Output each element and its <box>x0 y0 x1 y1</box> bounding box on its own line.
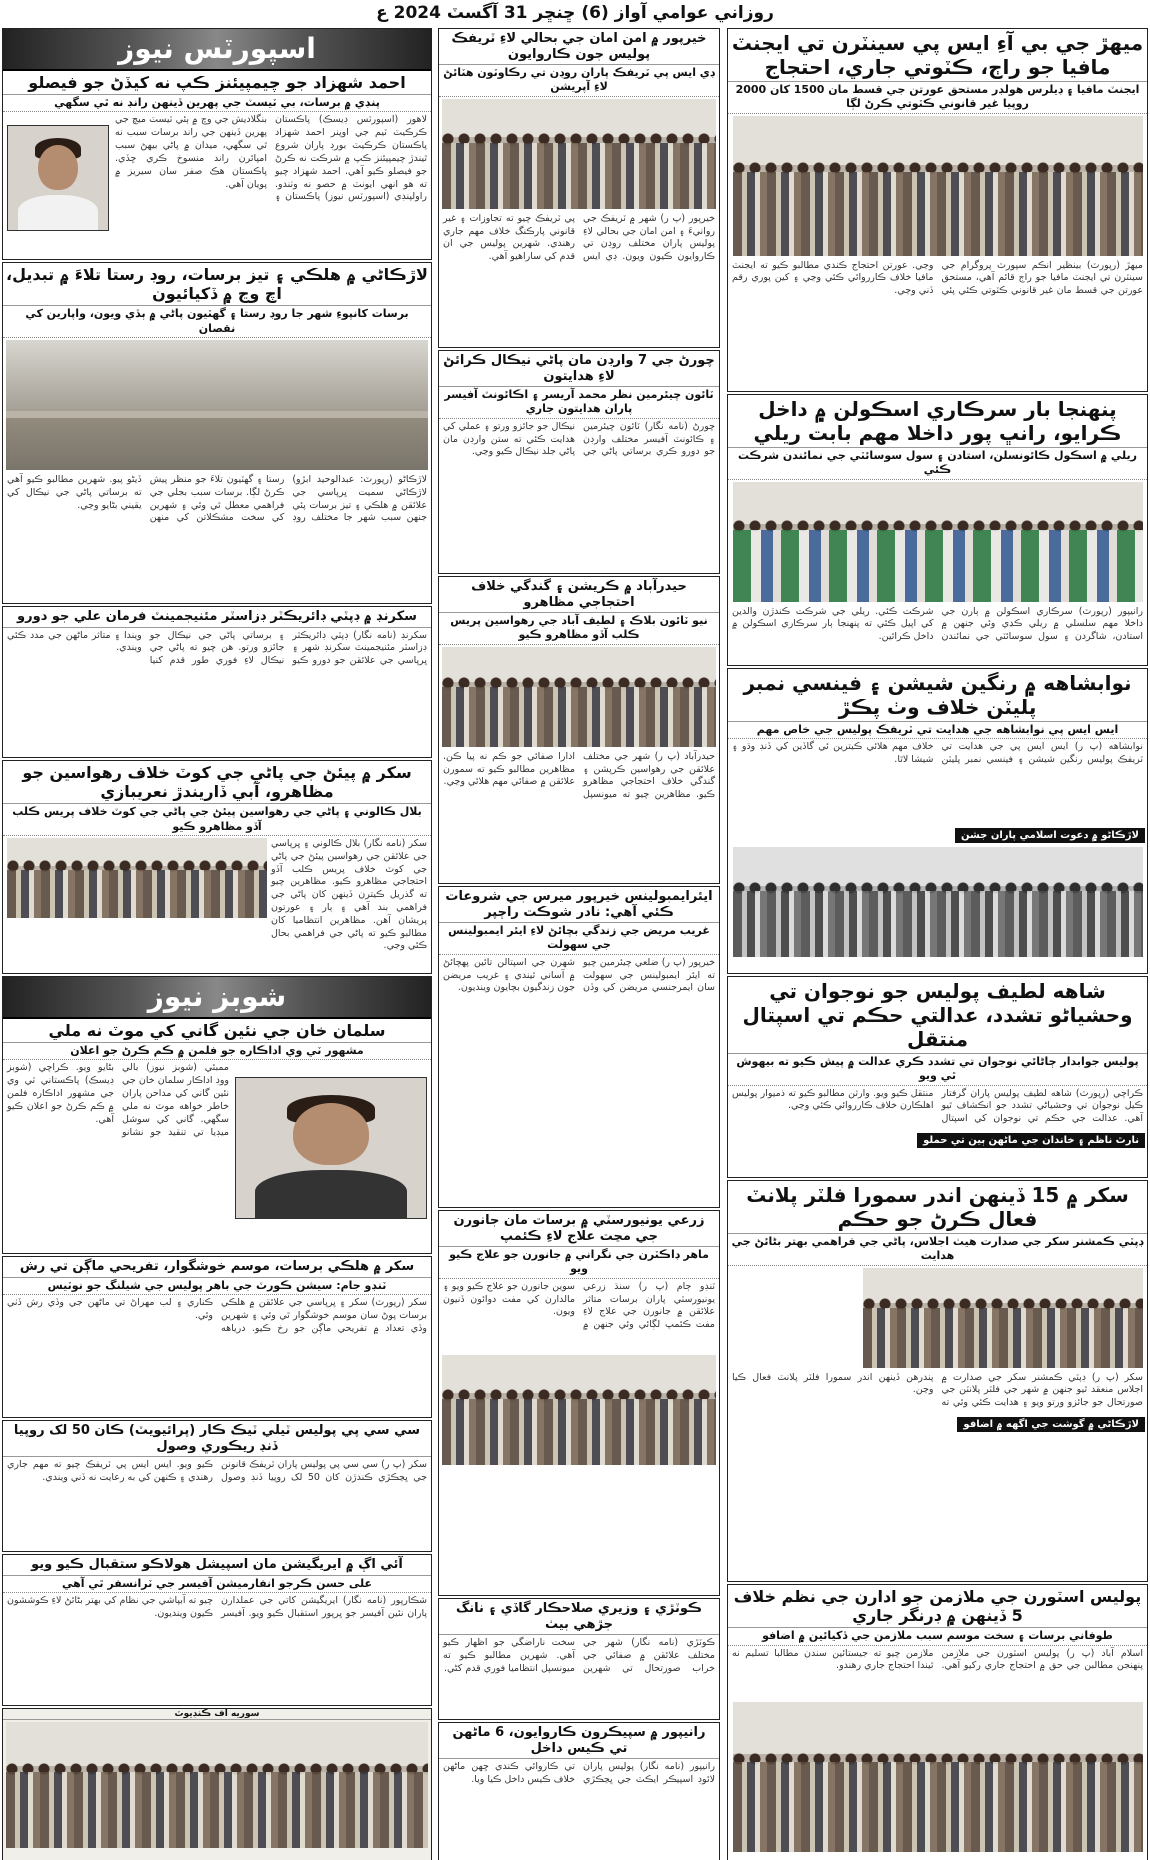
headline: ايئرايمبولينس خيرپور ميرس جي شروعات ڪئي آهي: نادر شوڪت راڄپر <box>439 887 719 923</box>
story-body: سکر (پ ر) سي سي پي پوليس پاران ٽريفڪ قانونن جي ڀڃڪڙي ڪندڙن کان 50 لک روپيا ڏنڊ وصول ڪيو ويو. ايس ايس پي ٽريفڪ چيو ته مهم جاري رهندي ۽ ڪنهن کي به رعايت نه ڏني ويندي. <box>7 1459 427 1483</box>
subheadline: پوليس جوابدار ڄاڻائي نوجوان تي تشدد ڪري عدالت ۾ پيش ڪيو ته بيهوش ٿي ويو <box>728 1054 1147 1086</box>
story-body: لاهور (اسپورٽس ڊيسڪ) پاڪستان ڪرڪيٽ ٽيم جي اوپنر احمد شهزاد پاڪستان ڪرڪيٽ بورڊ پاران شروع ٿيندڙ چيمپيئنز ڪپ ۾ شرڪت نه ڪرڻ جو فيصلو ڪيو آهي. احمد شهزاد چيو ته هو انهي ايونٽ ۾ حصو نه وٺندو. راولپنڊي (اسپورٽس نيوز) پاڪستان ۽ بنگلاديش جي وچ ۾ ٻئي ٽيسٽ ميچ جي پهرين ڏينهن جي راند برسات سبب نه ٿي سگهي، ميدان ۾ پاڻي بيهڻ سبب امپائرن راند منسوخ ڪري ڇڏي. پاڪستان هڪ صفر سان سيريز ۾ پويان آهي. <box>115 114 427 203</box>
group-photo <box>6 1722 428 1848</box>
story-traffic-fines <box>2 1420 432 1552</box>
headline: سي سي پي پوليس ٽيلي ٽيڪ ڪار (پرائيويٽ) ڪان 50 لک روپيا ڏنڊ ريڪوري وصول <box>3 1421 431 1457</box>
headline: لاڙڪاڻي ۾ هلڪي ۽ تيز برسات، روڊ رستا تلاءَ ۾ تبديل، اچ وڃ ۾ ڏکيائيون <box>3 263 431 306</box>
story-sukkur-weather <box>2 1256 432 1418</box>
story-body: ممبئي (شوبز نيوز) بالي ووڊ اداڪار سلمان خان جي نئين گاني کي مداحن پاران خاطر خواهه موٽ نه ملي سگهي. گاني کي سوشل ميڊيا تي تنقيد جو نشانو بڻايو ويو. ڪراچي (شوبز ڊيسڪ) پاڪستاني ٽي وي جي مشهور اداڪاره فلمن ۾ ڪم ڪرڻ جو اعلان ڪيو آهي. <box>7 1062 229 1138</box>
story-filter-plants <box>727 1180 1148 1582</box>
subheadline: بلال ڪالوني ۽ پاڻي جي رهواسين پيئڻ جي پاڻي جي کوٽ خلاف پريس ڪلب آڏو مظاهرو ڪيو <box>3 804 431 836</box>
headline: رانيپور ۾ سپيڪرون ڪاروايون، 6 ماڻهن تي ڪيس داخل <box>439 1723 719 1759</box>
story-school-rally <box>727 394 1148 666</box>
story-khairpur-traffic <box>438 28 720 348</box>
story-body: چورڻ (نامه نگار) ٽائون چيئرمين ۽ ڪائونٽ آفيسر مختلف وارڊن جو دورو ڪري برساتي پاڻي جي نيڪال جو جائزو ورتو ۽ عملي کي هدايت ڪئي ته ستن وارڊن مان پاڻي جلد نيڪال ڪيو وڃي. <box>443 420 715 458</box>
headline: خيرپور ۾ امن امان جي بحالي لاءِ ٽريفڪ پوليس جون ڪاروايون <box>439 29 719 65</box>
subheadline: برسات کانپوءِ شهر جا روڊ رستا ۽ گهٽيون پاڻي ۾ ٻڏي ويون، واپارين کي نقصان <box>3 306 431 338</box>
box-label: لاڙڪاڻي ۾ گوشت جي اگهه ۾ اضافو <box>957 1417 1145 1432</box>
subheadline: ايس ايس پي نوابشاهه جي هدايت تي ٽريفڪ پوليس جي خاص مهم <box>728 722 1147 739</box>
story-body: ڪراچي (رپورٽ) شاهه لطيف پوليس پاران گرفتار ڪيل نوجوان تي وحشياڻي تشدد جو انڪشاف ٿيو آهي. عدالت جي حڪم تي نوجوان کي اسپتال منتقل ڪيو ويو. وارثن مطالبو ڪيو ته ذميوار پوليس اهلڪارن خلاف ڪارروائي ڪئي وڃي. <box>732 1087 1143 1125</box>
subheadline: ٽائون چيئرمين نظر محمد آريسر ۽ اڪائونٽ آفيسر پاران هدايتون جاري <box>439 387 719 419</box>
subheadline: مشهور ٽي وي اداڪاره جو فلمن ۾ ڪم ڪرڻ جو اعلان <box>3 1043 431 1060</box>
story-body: لاڙڪاڻو (رپورٽ: عبدالوحيد ابڙو) لاڙڪاڻي سميت ڀرپاسي جي علائقن ۾ هلڪي ۽ تيز برسات پئي جنهن سبب شهر جا مختلف روڊ رستا ۽ گهٽيون تلاءَ جو منظر پيش ڪرڻ لڳا. برسات سبب بجلي جي فراهمي معطل ٿي وئي ۽ شهرين کي سخت مشڪلاتن کي منهن ڏيڻو پيو. شهرين مطالبو ڪيو آهي ته برساتي پاڻي جي نيڪال کي يقيني بڻايو وڃي. <box>7 473 427 524</box>
subheadline: ڊپٽي ڪمشنر سکر جي صدارت هيٺ اجلاس، پاڻي جي فراهمي بهتر بڻائڻ جي هدايت <box>728 1234 1147 1266</box>
traffic-collage-photo <box>442 99 716 209</box>
story-body: سکر (پ ر) ڊپٽي ڪمشنر سکر جي صدارت ۾ اجلاس منعقد ٿيو جنهن ۾ شهر جي فلٽر پلانٽن جي صورتحال جو جائزو ورتو ويو ۽ هدايت ڪئي وئي ته پندرهن ڏينهن اندر سمورا فلٽر پلانٽ فعال ڪيا وڃن. <box>732 1371 1143 1409</box>
story-shah-latif-police <box>727 976 1148 1178</box>
showbiz-section <box>2 976 432 1254</box>
story-nawabshah-traffic <box>727 668 1148 974</box>
story-animal-camp <box>438 1210 720 1596</box>
headline: آئي اڳ ۾ ايريگيشن مان اسپيشل هولاڪو ستقبال ڪيو ويو <box>3 1555 431 1576</box>
story-body: شڪارپور (نامه نگار) ايريگيشن کاتي جي عملدارن پاران نئين آفيسر جو ڀرپور استقبال ڪيو ويو. آفيسر چيو ته آبپاشي جي نظام کي بهتر بڻائڻ لاءِ ڪوششون ڪيون وينديون. <box>7 1594 427 1619</box>
story-kotri <box>438 1598 720 1720</box>
story-air-ambulance <box>438 886 720 1208</box>
protest-photo <box>442 647 716 747</box>
headline: حيدرآباد ۾ ڪريشن ۽ گندگي خلاف احتجاجي مظاهرو <box>439 577 719 613</box>
headline: ميهڙ جي بي آءِ ايس پي سينٽرن تي ايجنٽ مافيا جو راڄ، ڪٽوتي جاري، احتجاج <box>728 29 1147 82</box>
showbiz-banner: شوبز نيوز <box>3 977 431 1019</box>
sports-section <box>2 28 432 260</box>
crowd-photo <box>733 1702 1143 1852</box>
story-bisp-protest <box>727 28 1148 392</box>
story-body: ميهڙ (رپورٽ) بينظير انڪم سپورٽ پروگرام جي سينٽرن تي ايجنٽ مافيا جو راڄ قائم آهي، مستحق عورتن جي قسط مان غير قانوني ڪٽوتي ڪئي پئي وڃي. عورتن احتجاج ڪندي مطالبو ڪيو ته ايجنٽ مافيا خلاف ڪارروائي ڪئي وڃي ۽ کين پوري رقم ڏني وڃي. <box>732 259 1143 297</box>
story-body: رانيپور (رپورٽ) سرڪاري اسڪولن ۾ ٻارن جي داخلا مهم سلسلي ۾ ريلي ڪڍي وئي جنهن ۾ استادن، شاگردن ۽ سول سوسائٽي جي نمائندن شرڪت ڪئي. ريلي جي شرڪت ڪندڙن والدين کي اپيل ڪئي ته پنهنجا ٻار سرڪاري اسڪولن ۾ داخل ڪرائين. <box>732 605 1143 643</box>
column-left <box>2 28 432 1860</box>
column-middle <box>438 28 720 1860</box>
story-larkana-rain <box>2 262 432 604</box>
subheadline: ايجنٽ مافيا ۽ ڊيلرس هولڊر مستحق عورتن جي قسط مان 1500 کان 2000 روپيا غير قانوني ڪٽوتي ڪرڻ لڳا <box>728 82 1147 114</box>
story-body: سکر (رپورٽ) سکر ۽ ڀرپاسي جي علائقن ۾ هلڪي برسات پوڻ سان موسم خوشگوار ٿي وئي ۽ شهرين وڏي تعداد ۾ تفريحي ماڳن جو رخ ڪيو. درياهه ڪناري ۽ لب مهراڻ تي ماڻهن جي وڏي رش ڏٺي وئي. <box>7 1296 427 1334</box>
story-sukkur-water <box>2 760 432 974</box>
headline: زرعي يونيورسٽي ۾ برسات مان جانورن جي مڃت علاج لاءِ ڪئمپ <box>439 1211 719 1247</box>
story-sakrand <box>2 606 432 758</box>
rally-photo <box>733 482 1143 602</box>
subheadline: على حسن ڪرجو انفارميشن آفيسر جي ٽرانسفر ٿي آهي <box>3 1576 431 1593</box>
story-body: خيرپور (پ ر) شهر ۾ ٽريفڪ جي روانيءَ ۽ امن امان جي بحالي لاءِ پوليس پاران مختلف روڊن تي ڪاروايون ڪيون ويون. ڊي ايس پي ٽريفڪ چيو ته تجاوزات ۽ غير قانوني پارڪنگ خلاف مهم جاري رهندي. شهرين پوليس جي ان قدم کي ساراهيو آهي. <box>443 212 715 263</box>
subheadline: نيو ٽائون بلاڪ ۽ لطيف آباد جي رهواسين پريس ڪلب آڏو مظاهرو ڪيو <box>439 613 719 645</box>
headline: سکر ۾ هلڪي برسات، موسم خوشگوار، تفريحي ماڳن تي رش <box>3 1257 431 1278</box>
headline: پوليس اسٽورن جي ملازمن جو ادارن جي نظم خلاف 5 ڏينهن ۾ ڊرنگر جاري <box>728 1585 1147 1628</box>
story-body: ڪوٽڙي (نامه نگار) شهر جي مختلف علائقن ۾ صفائي جي خراب صورتحال تي شهرين سخت ناراضگي جو اظهار ڪيو آهي. شهرين مطالبو ڪيو ته ميونسپل انتظاميا فوري قدم کڻي. <box>443 1637 715 1674</box>
story-water-drainage <box>438 350 720 574</box>
headline: چورڻ جي 7 وارڊن مان پاڻي نيڪال ڪرائڻ لاءِ هدايتون <box>439 351 719 387</box>
group-photo-ad <box>2 1708 432 1860</box>
headline: پنهنجا بار سرڪاري اسڪولن ۾ داخل ڪرايو، رانڀ پور داخلا مهم بابت ريلي <box>728 395 1147 448</box>
box-label: نارٿ ناظم ۽ خاندان جي ماڻهن ٻين تي حملو <box>917 1133 1145 1148</box>
police-photo <box>733 847 1143 957</box>
headline: ڪوٽڙي ۽ وزيري صلاحڪار گاڏي ۽ نانگ جڙهي بيٺ <box>439 1599 719 1635</box>
headline: سکرنڊ ۾ ڊپٽي ڊائريڪٽر ڊزاسٽر مئنيجمينٽ فرمان علي جو دورو <box>3 607 431 628</box>
actor-portrait <box>235 1077 427 1219</box>
meeting-photo <box>863 1268 1143 1368</box>
sports-banner: اسپورٽس نيوز <box>3 29 431 71</box>
protest-photo <box>7 838 267 918</box>
subheadline: ٽنڊو جام: سيشن ڪورٽ جي باهر پوليس جي شيلنگ جو نوٽيس <box>3 1278 431 1295</box>
story-body: رانيپور (نامه نگار) پوليس پاران لائوڊ اسپيڪر ايڪٽ جي ڀڃڪڙي تي ڪاروائي ڪندي ڇهن ماڻهن خلاف ڪيس داخل ڪيا ويا. <box>443 1761 715 1785</box>
story-body: ٽنڊو ڄام (پ ر) سنڌ زرعي يونيورسٽي پاران برسات متاثر علائقن ۾ جانورن جي علاج لاءِ مفت ڪئمپ لڳائي وئي جنهن ۾ سوين جانورن جو علاج ڪيو ويو ۽ مالدارن کي مفت دوائون ڏنيون ويون. <box>443 1280 715 1331</box>
subheadline: ماهر ڊاڪٽرن جي نگراني ۾ جانورن جو علاج ڪيو ويو <box>439 1247 719 1279</box>
story-body: نوابشاهه (پ ر) ايس ايس پي جي هدايت تي ٽريفڪ پوليس رنگين شيشن ۽ فينسي نمبر پليٽن خلاف مهم هلائي ڪيترين ئي گاڏين کي ڏنڊ وڌو ۽ شيشا لاٿا. <box>732 741 1143 766</box>
story-body: سکرنڊ (نامه نگار) ڊپٽي ڊائريڪٽر ڊزاسٽر مئنيجمينٽ سکرنڊ شهر ۽ ڀرپاسي جي علائقن جو دورو ڪيو ۽ برساتي پاڻي جي نيڪال جو جائزو ورتو. هن چيو ته پاڻي جي نيڪال لاءِ فوري طور قدم کنيا ويندا ۽ متاثر ماڻهن جي مدد ڪئي ويندي. <box>7 629 427 667</box>
protest-photo <box>733 116 1143 256</box>
headline: شاهه لطيف پوليس جو نوجوان تي وحشياڻو تشدد، عدالتي حڪم تي اسپتال منتقل <box>728 977 1147 1054</box>
story-body: سکر (نامه نگار) بلال ڪالوني ۽ ڀرپاسي جي علائقن جي رهواسين پيئڻ جي پاڻي جي کوٽ خلاف پريس ڪلب آڏو احتجاجي مظاهرو ڪيو. مظاهرين چيو ته گذريل ڪيترن ڏينهن کان پاڻي جي فراهمي بند آهي ۽ ٻار ۽ عورتون پريشان آهن. مظاهرين انتظاميا کان مطالبو ڪيو ته پاڻي جي فراهمي بحال ڪئي وڃي. <box>271 837 427 952</box>
story-body: اسلام آباد (پ ر) پوليس اسٽورن جي ملازمن پنهنجن مطالبن جي حق ۾ احتجاج جاري رکيو آهي. ملازمن چيو ته جيستائين سندن مطالبا تسليم نه ٿيندا احتجاج جاري رهندو. <box>732 1647 1143 1672</box>
ad-label: سوريه آف ڪنڊيوٽ <box>3 1709 431 1720</box>
story-irrigation <box>2 1554 432 1706</box>
subheadline: پنڊي ۾ برسات، بي ٽيسٽ جي پهرين ڏينهن رانڊ نه ٿي سگهي <box>3 95 431 112</box>
story-body: حيدرآباد (پ ر) شهر جي مختلف علائقن جي رهواسين ڪرپشن ۽ گندگي خلاف احتجاجي مظاهرو ڪيو. مظاهرين چيو ته ميونسپل ادارا صفائي جو ڪم نه پيا ڪن. مظاهرين مطالبو ڪيو ته سمورن علائقن ۾ صفائي مهم هلائي وڃي. <box>443 750 715 801</box>
subheadline: ڊي ايس پي ٽريفڪ پاران روڊن تي رڪاوٽون هٽائڻ لاءِ آپريشن <box>439 65 719 97</box>
headline: سکر ۾ پيئڻ جي پاڻي جي کوٽ خلاف رهواسين جو مظاهرو، آبي ڏاريندڙ نعريبازي <box>3 761 431 804</box>
story-police-stores <box>727 1584 1148 1860</box>
story-ranipur-speakers <box>438 1722 720 1860</box>
camp-photo <box>442 1355 716 1465</box>
box-label: لاڙڪاڻو ۾ دعوت اسلامي پاران جشن <box>955 828 1145 843</box>
story-body: خيرپور (پ ر) ضلعي چيئرمين چيو ته ايئر ايمبولينس جي سهولت سان ايمرجنسي مريضن کي وڏن شهرن جي اسپتالن تائين پهچائڻ ۾ آساني ٿيندي ۽ غريب مريضن جون زندگيون بچايون وينديون. <box>443 956 715 994</box>
subheadline: طوفاني برسات ۽ سخت موسم سبب ملازمن جي ڏکيائين ۾ اضافو <box>728 1628 1147 1645</box>
headline: سلمان خان جي نئين گاني کي موٽ نه ملي <box>3 1019 431 1043</box>
headline: سکر ۾ 15 ڏينهن اندر سمورا فلٽر پلانٽ فعال ڪرڻ جو حڪم <box>728 1181 1147 1234</box>
flooded-street-photo <box>6 340 428 470</box>
column-right <box>727 28 1148 1860</box>
story-hyderabad-protest <box>438 576 720 884</box>
player-portrait <box>7 125 109 231</box>
subheadline: غريب مريض جي زندگي بچائڻ لاءِ ايئر ايمبولينس جي سهولت <box>439 923 719 955</box>
subheadline: ريلي ۾ اسڪول ڪائونسلن، استادن ۽ سول سوسائٽي جي نمائندن شرڪت ڪئي <box>728 448 1147 480</box>
headline: نوابشاهه ۾ رنگين شيشن ۽ فينسي نمبر پليٽن خلاف وٺ پڪڙ <box>728 669 1147 722</box>
masthead: روزاني عوامي آواز (6) ڇنڇر 31 آگسٽ 2024 ع <box>376 3 774 23</box>
headline: احمد شهزاد جو چيمپيئنز ڪپ نه کيڏڻ جو فيصلو <box>3 71 431 95</box>
